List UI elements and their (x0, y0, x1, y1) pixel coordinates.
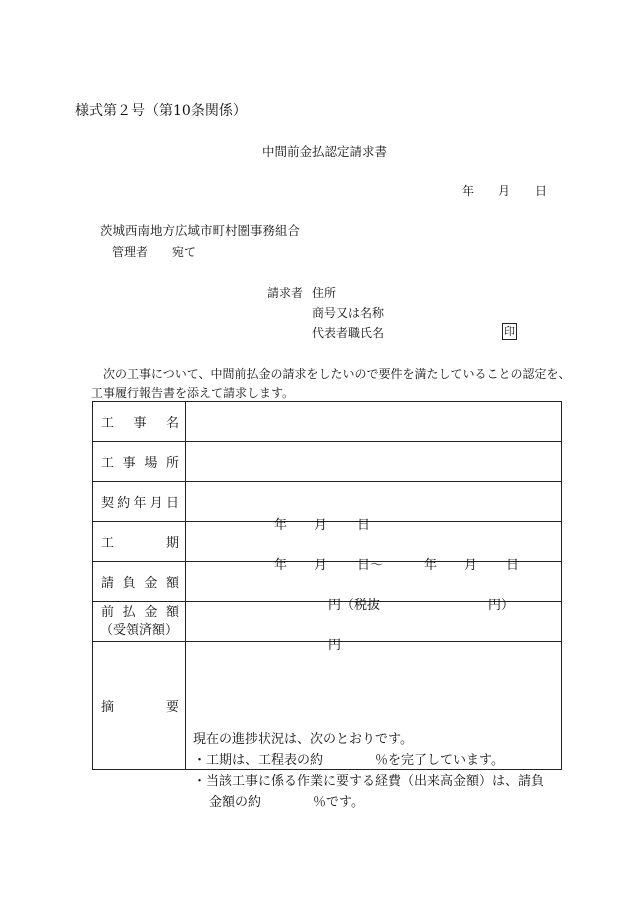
row-contract-date (93, 482, 562, 522)
period-start-day: 日〜 (357, 557, 384, 573)
label-work-name: 工 事 名 (93, 402, 186, 442)
summary-line1: 現在の進捗状況は、次のとおりです。 (193, 731, 413, 747)
representative-label: 代表者職氏名 (312, 326, 385, 340)
advance-amount-yen: 円 (328, 637, 342, 653)
addressee-organization: 茨城西南地方広域市町村圏事務組合 (100, 223, 301, 238)
value-contract-date[interactable] (186, 482, 562, 533)
contract-day: 日 (357, 517, 371, 533)
body-text-line2: 工事履行報告書を添えて請求します。 (91, 386, 295, 400)
period-end-month: 月 (464, 557, 478, 573)
document-title: 中間前金払認定請求書 (262, 144, 388, 159)
value-work-name[interactable] (186, 402, 562, 442)
company-name-label: 商号又は名称 (312, 306, 385, 320)
label-contract-amount: 請 負 金 額 (93, 562, 186, 602)
seal-mark: 印 (504, 325, 515, 338)
contract-amount-yen: 円（税抜 (328, 597, 381, 613)
label-advance-amount-sub: （受領済額） (99, 623, 178, 638)
period-end-day: 日 (506, 557, 520, 573)
address-label: 住所 (312, 286, 337, 300)
row-summary (93, 642, 562, 770)
label-contract-date: 契 約 年 月 日 (93, 482, 186, 522)
label-summary: 摘 要 (93, 642, 186, 770)
value-summary[interactable] (186, 642, 562, 810)
period-start-month: 月 (314, 557, 328, 573)
contract-year: 年 (274, 517, 288, 533)
value-period[interactable] (186, 522, 562, 573)
summary-line2: ・工期は、工程表の約 ％を完了しています。 (193, 752, 504, 768)
contract-amount-yen-close: 円） (488, 597, 515, 613)
period-start-year: 年 (274, 557, 288, 573)
request-form-table (92, 401, 562, 810)
form-number: 様式第２号（第10条関係） (75, 103, 247, 119)
value-work-place[interactable] (186, 442, 562, 482)
row-work-name (93, 402, 562, 442)
row-work-place (93, 442, 562, 482)
label-period: 工 期 (93, 522, 186, 562)
contract-month: 月 (314, 517, 328, 533)
period-end-year: 年 (424, 557, 438, 573)
date-year-label: 年 (462, 184, 475, 198)
date-day-label: 日 (535, 184, 548, 198)
summary-line3: ・当該工事に係る作業に要する経費（出来高金額）は、請負 (193, 773, 545, 789)
addressee-person: 管理者 宛て (112, 245, 197, 259)
body-text-line1: 次の工事について、中間前払金の請求をしたいので要件を満たしていることの認定を、 (103, 367, 571, 381)
date-month-label: 月 (498, 184, 511, 198)
label-work-place: 工 事 場 所 (93, 442, 186, 482)
requester-label: 請求者 (267, 286, 304, 300)
summary-line4: 金額の約 ％です。 (209, 794, 364, 810)
label-advance-amount: 前 払 金 額 （受領済額） (93, 602, 186, 642)
